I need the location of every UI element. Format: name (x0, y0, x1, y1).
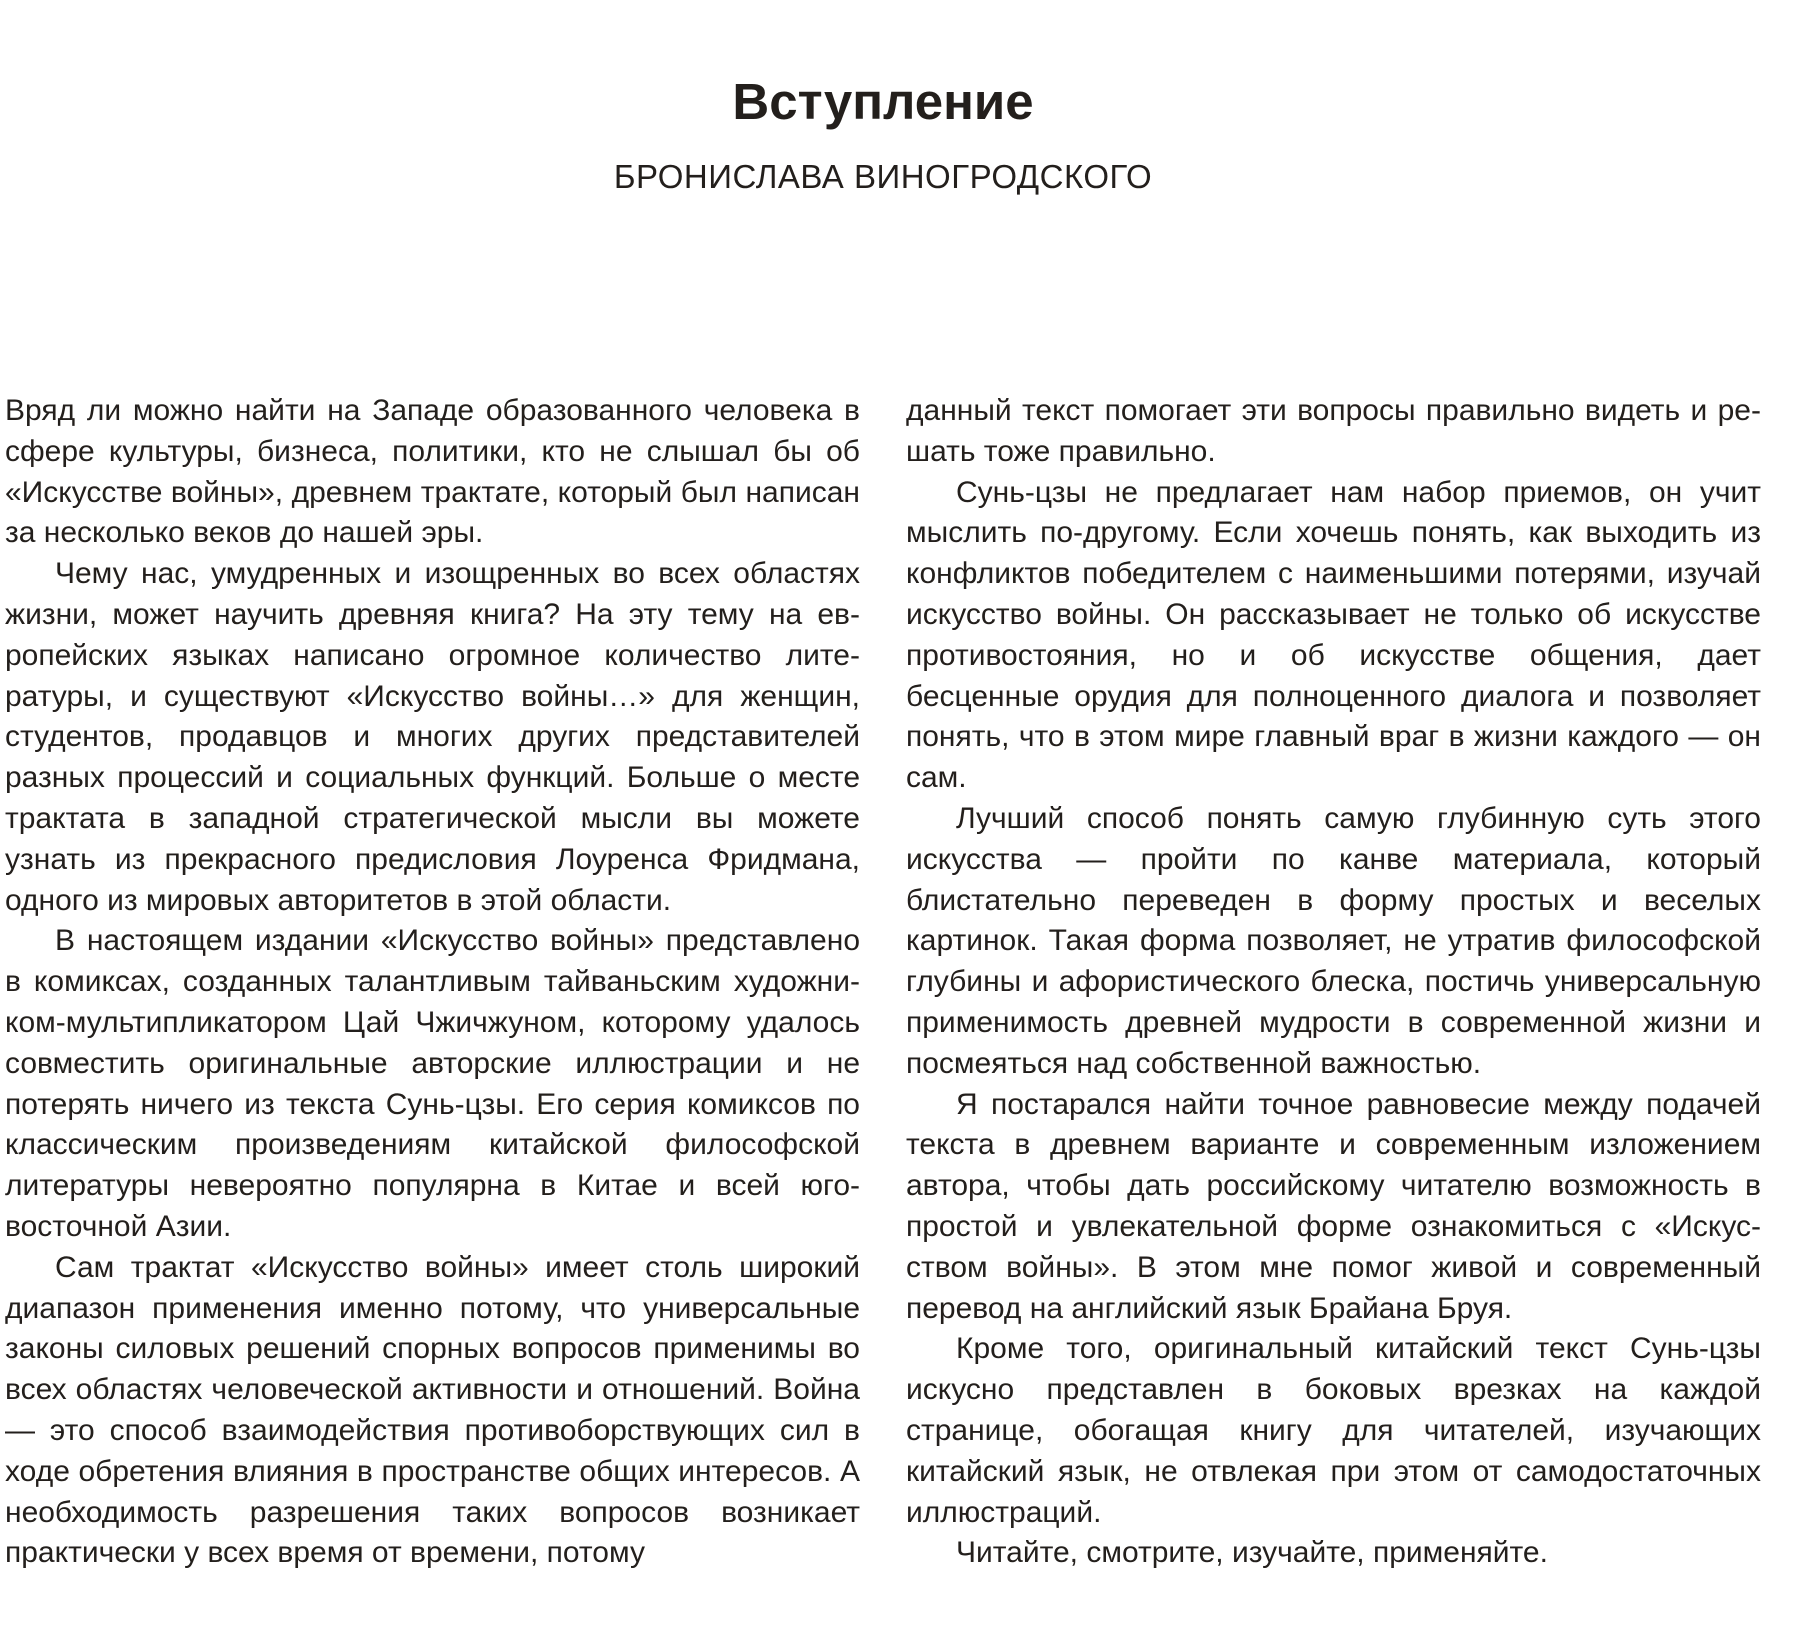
paragraph: Лучший способ понять самую глубинную суть этого искусства — пройти по канве материала, который блистательно переведен в форму простых и веселых картинок. Такая форма позволяет, не утратив философской глубины и афористического блеска, постичь универсальную применимость древней мудрости в современной жизни и посмеяться над собственной важностью. (906, 801, 1761, 1080)
paragraph: Сам трактат «Искусство войны» имеет столь широкий диапазон применения именно потому, что универсальные законы силовых решений спорных вопросов применимы во всех областях человеческой активности и отношений. Война — это способ взаимодействия противоборствующих сил в ходе обретения влияния в пространстве общих интересов. А необходимость разрешения таких вопросов возникает практически у всех время от времени, потому (5, 1250, 860, 1570)
paragraph: Читайте, смотрите, изучайте, применяйте. (956, 1536, 1548, 1570)
paragraph: данный текст помогает эти вопросы правильно видеть и решать тоже правильно. (906, 394, 1761, 468)
paragraph: Кроме того, оригинальный китайский текст Сунь-цзы искусно представлен в боковых врезках на каждой странице, обогащая книгу для читателей, изучающих китайский язык, не отвлекая при этом от самодостаточных иллюстраций. (906, 1332, 1761, 1529)
paragraph: В настоящем издании «Искусство войны» представлено в комиксах, созданных талантливым тайваньским художником-мультипликатором Цай Чжичжуном, которому удалось совместить оригинальные авторские иллюстрации и не потерять ничего из текста Сунь-цзы. Его серия комиксов по классическим произведениям китайской философской литературы невероятно популярна в Китае и всей юго-восточной Азии. (5, 924, 860, 1243)
right-column (906, 391, 1761, 1574)
paragraph: Я постарался найти точное равновесие между подачей текста в древнем варианте и современным изложением автора, чтобы дать российскому читателю возможность в простой и увлекательной форме ознакомиться с «Искусством войны». В этом мне помог живой и современный перевод на английский язык Брайана Бруя. (906, 1087, 1761, 1325)
paragraph: Вряд ли можно найти на Западе образованного человека в сфере культуры, бизнеса, политики, кто не слышал бы об «Искусстве войны», древнем трактате, который был написан за несколько веков до нашей эры. (5, 394, 860, 550)
left-column (5, 391, 860, 1574)
paragraph: Сунь-цзы не предлагает нам набор приемов, он учит мыслить по-другому. Если хочешь понять, как выходить из конфликтов победителем с наименьшими потерями, изучай искусство войны. Он рассказывает не только об искусстве противостояния, но и об искусстве общения, дает бесценные орудия для полноценного диалога и позволяет понять, что в этом мире главный враг в жизни каждого — он сам. (906, 475, 1761, 795)
page-title: Вступление (732, 73, 1034, 130)
page-subtitle: БРОНИСЛАВА ВИНОГРОДСКОГО (613, 158, 1153, 195)
paragraph: Чему нас, умудренных и изощренных во всех областях жизни, может научить древняя книга? На эту тему на европейских языках написано огромное количество литературы, и существуют «Искусство войны…» для женщин, студентов, продавцов и многих других представителей разных процессий и социальных функций. Больше о месте трактата в западной стратегической мысли вы можете узнать из прекрасного предисловия Лоуренса Фридмана, одного из мировых авторитетов в этой области. (5, 557, 860, 917)
